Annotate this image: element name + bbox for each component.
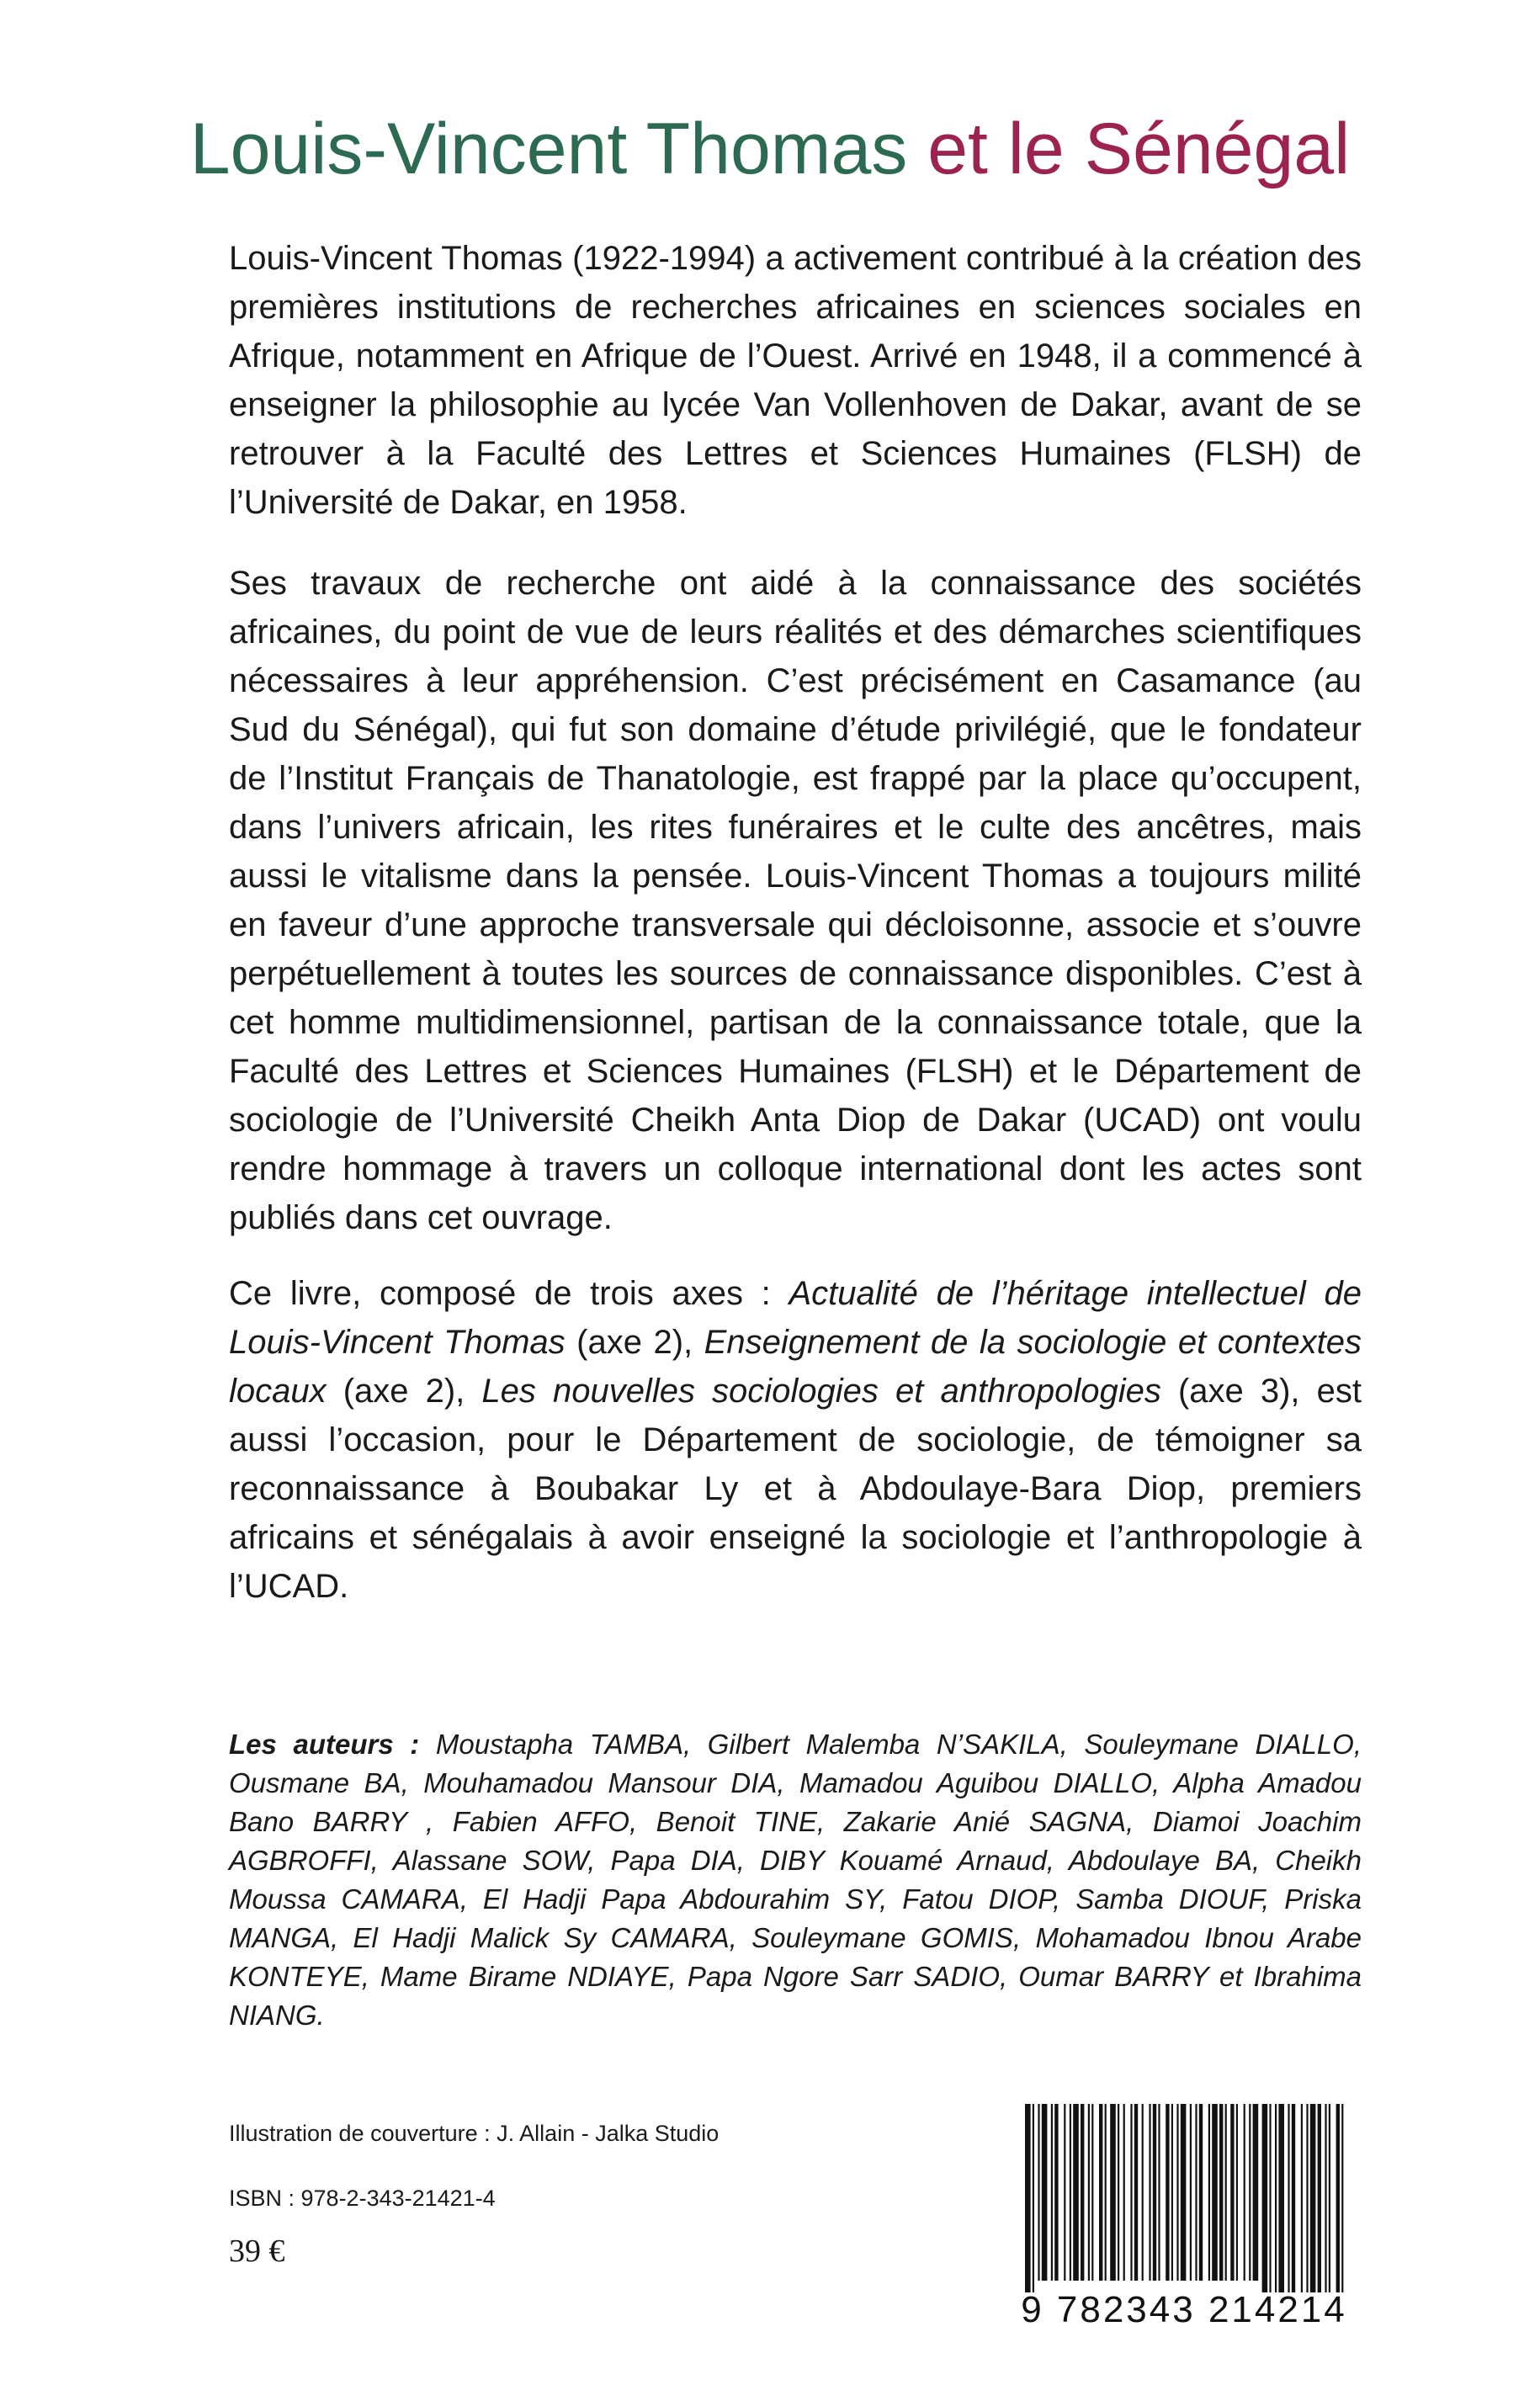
axes-text-3: (axe 2), [326, 1373, 482, 1410]
barcode-bar [1253, 2104, 1259, 2281]
barcode-bar [1244, 2104, 1245, 2281]
barcode-bar [1025, 2104, 1031, 2292]
axis-2-title: Enseignement de la sociologie et contextes locaux [229, 1324, 1362, 1410]
paragraph-book-axes [229, 1269, 1362, 1611]
barcode-bar [1292, 2104, 1295, 2292]
barcode-bar [1310, 2104, 1316, 2292]
axis-1-title: Actualité de l’héritage intellectuel de Louis-Vincent Thomas [229, 1275, 1362, 1361]
barcode-bar [1171, 2104, 1173, 2281]
barcode-bar [1070, 2104, 1071, 2281]
title-part-name: Louis-Vincent Thomas [189, 109, 908, 189]
barcode-bar [1269, 2104, 1271, 2292]
authors-names: Moustapha TAMBA, Gilbert Malemba N’SAKILA, Souleymane DIALLO, Ousmane BA, Mouhamadou Mansour DIA, Mamadou Aguibou DIALLO, Alpha Amadou Bano BARRY , Fabien AFFO, Benoit TINE, Zakarie Anié SAGNA, Diamoi Joachim AGBROFFI, Alassane SOW, Papa DIA, DIBY Kouamé Arnaud, Abdoulaye BA, Cheikh Moussa CAMARA, El Hadji Papa Abdourahim SY, Fatou DIOP, Samba DIOUF, Priska MANGA, El Hadji Malick Sy CAMARA, Souleymane GOMIS, Mohamadou Ibnou Arabe KONTEYE, Mame Birame NDIAYE, Papa Ngore Sarr SADIO, Oumar BARRY et Ibrahima NIANG. [229, 1729, 1362, 2031]
barcode [1020, 2104, 1348, 2340]
barcode-number: 9 782343 214214 [1021, 2289, 1347, 2330]
authors-label: Les auteurs : [229, 1729, 420, 1760]
barcode-bar [1329, 2104, 1330, 2292]
barcode-bar [1341, 2104, 1343, 2292]
paragraph-biography: Louis-Vincent Thomas (1922-1994) a activement contribué à la création des premières institutions de recherches africaines en sciences sociales en Afrique, notamment en Afrique de l’Ouest. Arrivé en 1948, il a commencé à enseigner la philosophie au lycée Van Vollenhoven de Dakar, avant de se retrouver à la Faculté des Lettres et Sciences Humaines (FLSH) de l’Université de Dakar, en 1958. [229, 240, 1362, 521]
isbn: ISBN : 978-2-343-21421-4 [229, 2186, 496, 2211]
axes-text-2: (axe 2), [565, 1324, 704, 1361]
barcode-bar [1038, 2104, 1039, 2281]
barcode-bar [1073, 2104, 1079, 2281]
barcode-bar [1249, 2104, 1251, 2281]
barcode-bar [1118, 2104, 1119, 2281]
barcode-bar [1130, 2104, 1132, 2281]
barcode-bar [1091, 2104, 1093, 2281]
barcode-bar [1275, 2104, 1277, 2292]
barcode-bar [1199, 2104, 1203, 2281]
barcode-bar [1123, 2104, 1125, 2281]
paragraph-research: Ses travaux de recherche ont aidé à la connaissance des sociétés africaines, du point de vue de leurs réalités et des démarches scientifiques nécessaires à leur appréhension. C’est précisément en Casamance (au Sud du Sénégal), qui fut son domaine d’étude privilégié, que le fondateur de l’Institut Français de Thanatologie, est frappé par la place qu’occupent, dans l’univers africain, les rites funéraires et le culte des ancêtres, mais aussi le vitalisme dans la pensée. Louis-Vincent Thomas a toujours milité en faveur d’une approche transversale qui décloisonne, associe et s’ouvre perpétuellement à toutes les sources de connaissance disponibles. C’est à cet homme multidimensionnel, partisan de la connaissance totale, que la Faculté des Lettres et Sciences Humaines (FLSH) et le Département de sociologie de l’Université Cheikh Anta Diop de Dakar (UCAD) ont voulu rendre hommage à travers un colloque international dont les actes sont publiés dans cet ouvrage. [229, 565, 1362, 1236]
barcode-bar [1195, 2104, 1197, 2281]
barcode-bar [1318, 2104, 1321, 2292]
barcode-bar [1176, 2104, 1178, 2281]
barcode-bar [1208, 2104, 1210, 2281]
barcode-bar [1212, 2104, 1218, 2281]
barcode-bar [1081, 2104, 1084, 2281]
barcode-bar [1088, 2104, 1090, 2281]
barcode-bar [1325, 2104, 1326, 2292]
barcode-bar [1064, 2104, 1065, 2281]
title-part-country: et le Sénégal [927, 109, 1351, 189]
barcode-bar [1158, 2104, 1160, 2281]
barcode-bar [1110, 2104, 1116, 2281]
axes-text-1: Ce livre, composé de trois axes : [229, 1275, 789, 1312]
barcode-bar [1134, 2104, 1138, 2281]
barcode-bar [1225, 2104, 1227, 2281]
barcode-bar [1181, 2104, 1187, 2281]
barcode-bar [1230, 2104, 1234, 2281]
barcode-bar [1166, 2104, 1169, 2281]
barcode-bar [1142, 2104, 1144, 2281]
illustration-credit: Illustration de couverture : J. Allain - Jalka Studio [229, 2121, 720, 2146]
barcode-bar [1153, 2104, 1156, 2281]
authors-list [229, 1725, 1362, 2035]
barcode-bar [1306, 2104, 1308, 2292]
barcode-bar [1054, 2104, 1058, 2281]
barcode-bar [1288, 2104, 1289, 2292]
barcode-bar [1105, 2104, 1107, 2281]
barcode-bar [1149, 2104, 1150, 2281]
axes-text-4: (axe 3), est aussi l’occasion, pour le Département de sociologie, de témoigner sa reconnaissance à Boubakar Ly et à Abdoulaye-Bara Diop, premiers africains et sénégalais à avoir enseigné la sociologie et l’anthropologie à l’UCAD. [229, 1373, 1362, 1605]
axis-3-title: Les nouvelles sociologies et anthropologies [481, 1373, 1161, 1410]
book-title [0, 108, 1540, 191]
barcode-bar [1190, 2104, 1192, 2281]
barcode-bar [1262, 2104, 1268, 2292]
barcode-bar [1099, 2104, 1102, 2281]
barcode-bars [1020, 2104, 1348, 2293]
barcode-bar [1051, 2104, 1053, 2281]
barcode-bar [1042, 2104, 1048, 2281]
barcode-bar [1219, 2104, 1223, 2281]
barcode-bar [1236, 2104, 1238, 2281]
barcode-bar [1301, 2104, 1303, 2292]
barcode-bar [1278, 2104, 1284, 2292]
price: 39 € [229, 2234, 285, 2269]
barcode-bar [1336, 2104, 1340, 2292]
barcode-bar [1033, 2104, 1034, 2292]
